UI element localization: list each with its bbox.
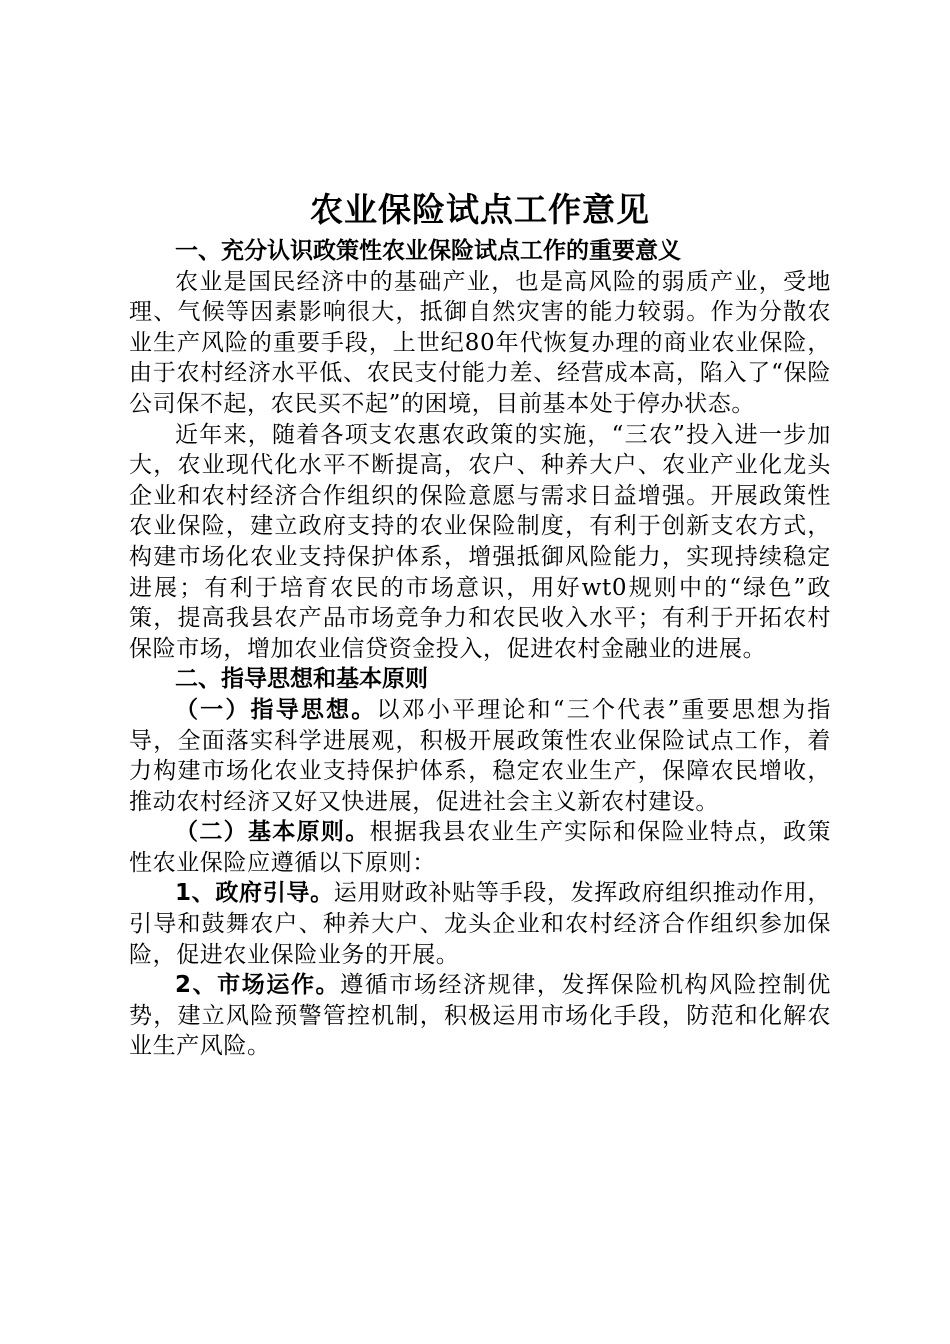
guiding-ideology-paragraph: [129, 695, 831, 817]
document-page: [129, 188, 831, 1062]
document-title: 农业保险试点工作意见: [310, 190, 650, 229]
principle-2-lead: 2、市场运作。: [175, 972, 341, 999]
section2-heading: 二、指导思想和基本原则: [175, 666, 428, 693]
basic-principles-paragraph: [129, 817, 831, 878]
guiding-ideology-text: 以邓小平理论和“三个代表”重要思想为指导，全面落实科学进展观，积极开展政策性农业保险试点工作，着力构建市场化农业支持保护体系，稳定农业生产，保障农民增收，推动农村经济又好又快进展，促进社会主义新农村建设。: [129, 696, 831, 815]
basic-principles-lead: （二）基本原则。: [175, 819, 370, 846]
section1-paragraph-2: 近年来，随着各项支农惠农政策的实施，“三农”投入进一步加大，农业现代化水平不断提高，农户、种养大户、农业产业化龙头企业和农村经济合作组织的保险意愿与需求日益增强。开展政策性农业保险，建立政府支持的农业保险制度，有利于创新支农方式，构建市场化农业支持保护体系，增强抵御风险能力，实现持续稳定进展；有利于培育农民的市场意识，用好wt0规则中的“绿色”政策，提高我县农产品市场竞争力和农民收入水平；有利于开拓农村保险市场，增加农业信贷资金投入，促进农村金融业的进展。: [129, 421, 831, 662]
guiding-ideology-lead: （一）指导思想。: [175, 696, 377, 723]
section1-heading: 一、充分认识政策性农业保险试点工作的重要意义: [175, 238, 681, 264]
principle-2-paragraph: [129, 970, 831, 1062]
section1-paragraph-1: 农业是国民经济中的基础产业，也是高风险的弱质产业，受地理、气候等因素影响很大，抵御自然灾害的能力较弱。作为分散农业生产风险的重要手段，上世纪80年代恢复办理的商业农业保险，由于农村经济水平低、农民支付能力差、经营成本高，陷入了“保险公司保不起，农民买不起”的困境，目前基本处于停办状态。: [129, 268, 831, 417]
principle-2-text: 遵循市场经济规律，发挥保险机构风险控制优势，建立风险预警管控机制，积极运用市场化手段，防范和化解农业生产风险。: [129, 972, 831, 1060]
principle-1-text: 运用财政补贴等手段，发挥政府组织推动作用，引导和鼓舞农户、种养大户、龙头企业和农村经济合作组织参加保险，促进农业保险业务的开展。: [129, 880, 831, 968]
principle-1-lead: 1、政府引导。: [175, 880, 334, 907]
principle-1-paragraph: [129, 878, 831, 970]
basic-principles-text: 根据我县农业生产实际和保险业特点，政策性农业保险应遵循以下原则：: [129, 819, 831, 876]
